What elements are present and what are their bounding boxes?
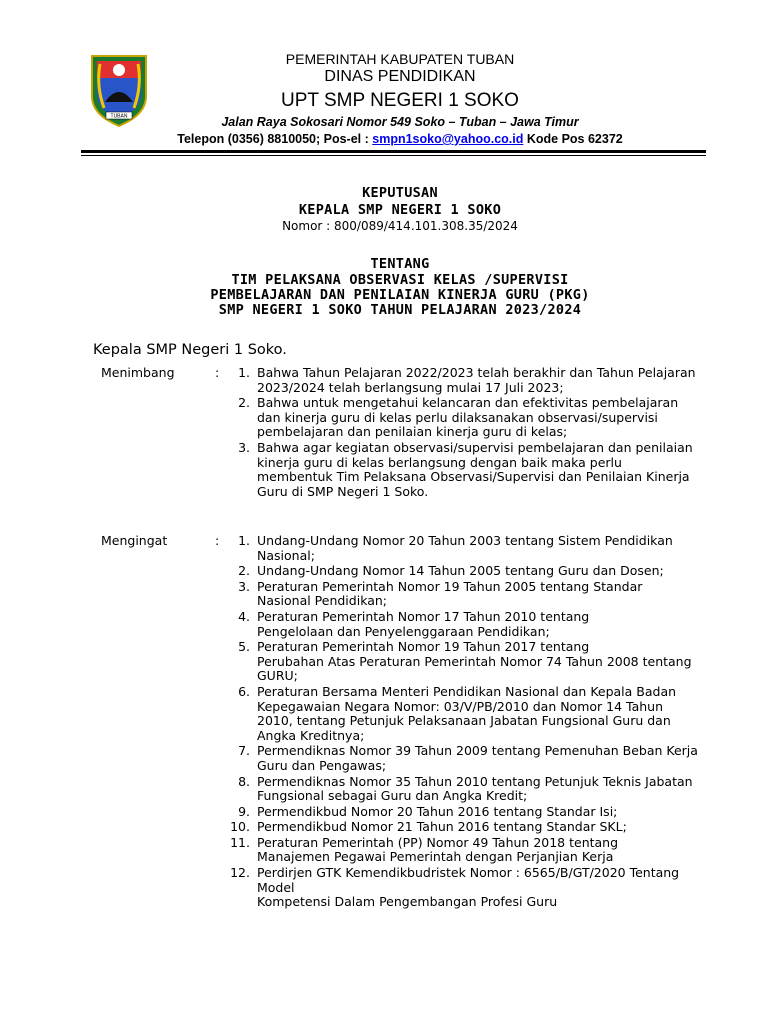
list-item-number: 2. (238, 563, 250, 579)
list-item-text: Perdirjen GTK Kemendikbudristek Nomor : 6565/B/GT/2020 Tentang Model Kompetensi Dalam Pengembangan Profesi Guru (257, 865, 680, 910)
list-item-text: Bahwa Tahun Pelajaran 2022/2023 telah berakhir dan Tahun Pelajaran 2023/2024 telah berlangsung mulai 17 Juli 2023; (257, 365, 696, 395)
decree-title: KEPUTUSAN (362, 185, 438, 201)
list-item (230, 366, 700, 395)
opening-line: Kepala SMP Negeri 1 Soko. (93, 342, 287, 358)
list-item-text: Undang-Undang Nomor 20 Tahun 2003 tentang Sistem Pendidikan Nasional; (257, 533, 673, 563)
section-label: Menimbang (101, 365, 175, 380)
letterhead-department: DINAS PENDIDIKAN (324, 68, 476, 85)
decree-subject-line-3: SMP NEGERI 1 SOKO TAHUN PELAJARAN 2023/2024 (218, 302, 582, 318)
list-item-number: 1. (238, 533, 250, 548)
list-item-text: Peraturan Bersama Menteri Pendidikan Nasional dan Kepala Badan Kepegawaian Negara Nomor: 03/V/PB/2010 dan Nomor 14 Tahun 2010, tentang Petunjuk Pelaksanaan Jabatan Fungsional Guru dan Angka Kreditnya; (257, 683, 677, 743)
letterhead-contact (140, 132, 660, 146)
list-item-number: 10. (230, 819, 250, 835)
email-link[interactable]: smpn1soko@yahoo.co.id (372, 132, 524, 146)
list-item (230, 744, 700, 773)
contact-postal-code: Kode Pos 62372 (523, 132, 623, 146)
letterhead-rule-thick (81, 150, 706, 153)
list-item-number: 3. (238, 578, 250, 594)
list-item-text: Undang-Undang Nomor 14 Tahun 2005 tentang Guru dan Dosen; (257, 563, 664, 579)
list-item-number: 8. (238, 773, 250, 789)
list-item (230, 441, 700, 499)
logo-label: TUBAN (110, 113, 128, 120)
menimbang-list (230, 366, 700, 500)
list-item-number: 2. (238, 395, 250, 411)
list-item-number: 7. (238, 743, 250, 759)
list-item-text: Bahwa agar kegiatan observasi/supervisi pembelajaran dan penilaian kinerja guru di kelas berlangsung dengan baik maka perlu membentuk Tim Pelaksana Observasi/Supervisi dan Penilaian Kinerja Guru di SMP Negeri 1 Soko. (257, 439, 693, 499)
list-item (230, 396, 700, 440)
list-item-text: Permendiknas Nomor 39 Tahun 2009 tentang Pemenuhan Beban Kerja Guru dan Pengawas; (257, 743, 698, 773)
mengingat-list (230, 534, 700, 911)
letterhead-school-name: UPT SMP NEGERI 1 SOKO (281, 90, 519, 111)
list-item (230, 685, 700, 743)
list-item-text: Peraturan Pemerintah Nomor 17 Tahun 2010 tentang Pengelolaan dan Penyelenggaraan Pendidikan; (257, 608, 590, 639)
list-item-number: 9. (238, 803, 250, 819)
contact-phone: Telepon (0356) 8810050; Pos-el : (177, 132, 373, 146)
list-item (230, 564, 700, 579)
section-label: Mengingat (101, 533, 168, 548)
list-item (230, 610, 700, 639)
list-item-number: 4. (238, 608, 250, 624)
list-item-number: 3. (238, 439, 250, 455)
list-item (230, 775, 700, 804)
letterhead-rule-thin (81, 155, 706, 156)
list-item-number: 1. (238, 365, 250, 380)
list-item-number: 12. (230, 865, 250, 881)
decree-subject-line-1: TIM PELAKSANA OBSERVASI KELAS /SUPERVISI (231, 272, 569, 288)
list-item-number: 11. (230, 834, 250, 850)
list-item-text: Permendikbud Nomor 21 Tahun 2016 tentang Standar SKL; (257, 819, 627, 835)
list-item-text: Peraturan Pemerintah Nomor 19 Tahun 2005 tentang Standar Nasional Pendidikan; (257, 578, 643, 609)
list-item-text: Bahwa untuk mengetahui kelancaran dan efektivitas pembelajaran dan kinerja guru di kelas perlu dilaksanakan observasi/supervisi pembelajaran dan penilaian kinerja guru di kelas; (257, 395, 679, 440)
list-item (230, 580, 700, 609)
letterhead-government: PEMERINTAH KABUPATEN TUBAN (285, 51, 515, 67)
list-item (230, 866, 700, 910)
list-item-number: 6. (238, 683, 250, 699)
decree-about-heading: TENTANG (370, 256, 430, 272)
list-item-text: Permendikbud Nomor 20 Tahun 2016 tentang Standar Isi; (257, 803, 618, 819)
list-item (230, 820, 700, 835)
list-item (230, 836, 700, 865)
decree-issuer: KEPALA SMP NEGERI 1 SOKO (298, 202, 502, 218)
list-item-text: Peraturan Pemerintah (PP) Nomor 49 Tahun 2018 tentang Manajemen Pegawai Pemerintah dengan Perjanjian Kerja (257, 834, 619, 865)
list-item-text: Peraturan Pemerintah Nomor 19 Tahun 2017 tentang Perubahan Atas Peraturan Pemerintah Nomor 74 Tahun 2008 tentang GURU; (257, 639, 692, 684)
list-item (230, 805, 700, 820)
decree-subject-line-2: PEMBELAJARAN DAN PENILAIAN KINERJA GURU (PKG) (210, 287, 590, 303)
list-item (230, 640, 700, 684)
list-item-number: 5. (238, 639, 250, 655)
section-colon: : (215, 365, 220, 380)
letterhead-address: Jalan Raya Sokosari Nomor 549 Soko – Tuban – Jawa Timur (221, 115, 579, 129)
section-colon: : (215, 533, 220, 548)
decree-number: Nomor : 800/089/414.101.308.35/2024 (282, 219, 518, 233)
list-item (230, 534, 700, 563)
list-item-text: Permendiknas Nomor 35 Tahun 2010 tentang Petunjuk Teknis Jabatan Fungsional sebagai Guru dan Angka Kredit; (257, 773, 693, 804)
